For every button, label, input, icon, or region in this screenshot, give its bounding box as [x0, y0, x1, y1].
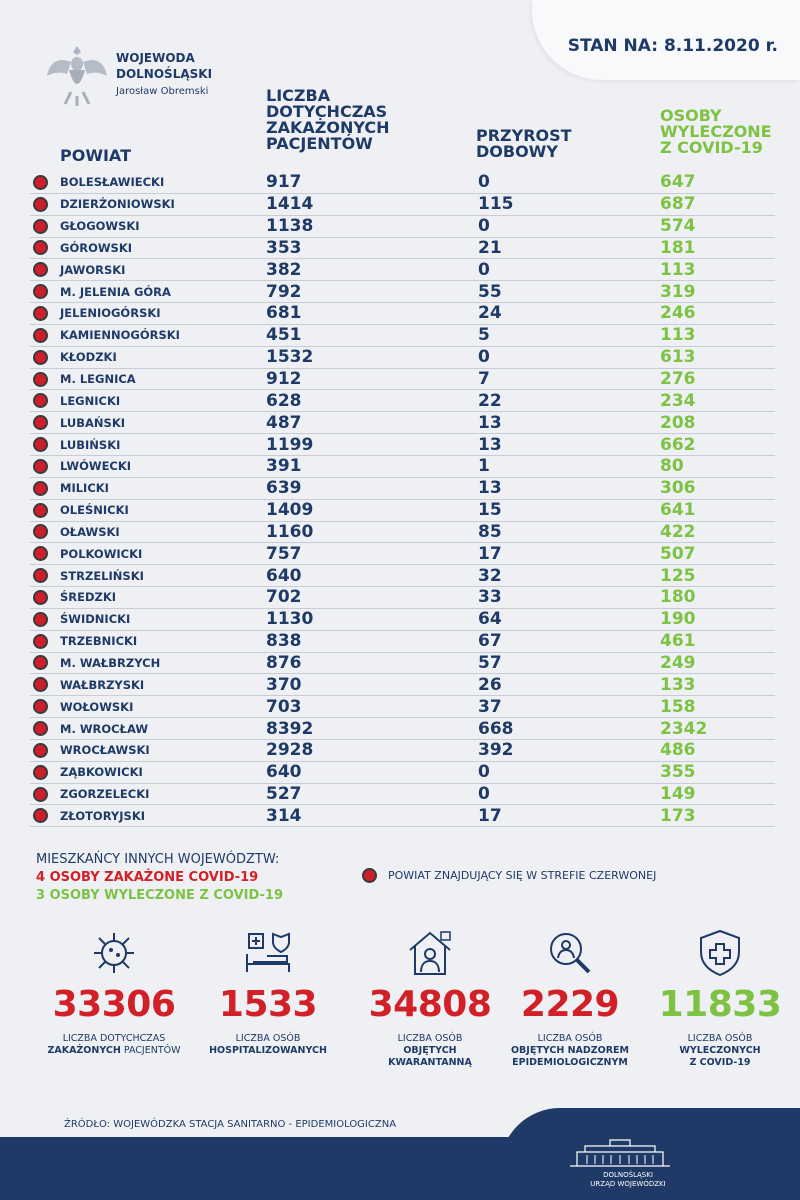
total-infected: 876: [266, 652, 302, 673]
daily-increase: 85: [478, 521, 502, 542]
stat-value: 2229: [520, 984, 620, 1025]
total-infected: 1199: [266, 434, 314, 455]
total-infected: 391: [266, 456, 302, 477]
red-zone-dot-icon: [33, 415, 48, 430]
total-infected: 353: [266, 237, 302, 258]
table-row: [30, 412, 775, 434]
district-name: GÓROWSKI: [60, 240, 133, 255]
daily-increase: 13: [478, 478, 502, 499]
total-infected: 1160: [266, 521, 314, 542]
stat-value: 34808: [368, 984, 492, 1025]
total-infected: 382: [266, 259, 302, 280]
total-infected: 451: [266, 325, 302, 346]
daily-increase: 0: [478, 172, 490, 193]
table-row: [30, 674, 775, 696]
district-name: M. WAŁBRZYCH: [60, 655, 161, 670]
district-name: WAŁBRZYSKI: [60, 677, 145, 692]
daily-increase: 55: [478, 281, 502, 302]
quarantine-home-icon: [405, 928, 455, 978]
red-zone-dot-icon: [33, 546, 48, 561]
date-label: STAN NA: 8.11.2020 r.: [567, 36, 778, 56]
total-infected: 838: [266, 631, 302, 652]
eagle-emblem-icon: [45, 42, 109, 108]
daily-increase: 7: [478, 369, 490, 390]
column-header-total: LICZBA DOTYCHCZAS ZAKAŻONYCH PACJENTÓW: [266, 86, 390, 153]
daily-increase: 33: [478, 587, 502, 608]
recovered: 647: [660, 172, 696, 193]
table-row: [30, 631, 775, 653]
recovered: 234: [660, 390, 696, 411]
district-name: DZIERŻONIOWSKI: [60, 197, 175, 212]
table-row: [30, 522, 775, 544]
table-row: [30, 347, 775, 369]
red-zone-dot-icon: [33, 590, 48, 605]
table-row: [30, 456, 775, 478]
daily-increase: 22: [478, 390, 502, 411]
district-table: [30, 172, 775, 827]
red-zone-dot-icon: [33, 699, 48, 714]
recovered: 319: [660, 281, 696, 302]
district-name: JELENIOGÓRSKI: [60, 306, 161, 321]
table-row: [30, 369, 775, 391]
recovered: 125: [660, 565, 696, 586]
red-zone-dot-icon: [33, 721, 48, 736]
total-infected: 628: [266, 390, 302, 411]
recovered: 113: [660, 325, 696, 346]
recovered: 173: [660, 805, 696, 826]
total-infected: 8392: [266, 718, 314, 739]
total-infected: 917: [266, 172, 302, 193]
table-row: [30, 216, 775, 238]
recovered: 422: [660, 521, 696, 542]
daily-increase: 32: [478, 565, 502, 586]
recovered: 180: [660, 587, 696, 608]
district-name: WOŁOWSKI: [60, 699, 134, 714]
daily-increase: 5: [478, 325, 490, 346]
red-zone-dot-icon: [33, 372, 48, 387]
district-name: LUBIŃSKI: [60, 437, 121, 452]
district-name: M. LEGNICA: [60, 372, 136, 387]
red-zone-dot-icon: [33, 459, 48, 474]
total-infected: 681: [266, 303, 302, 324]
total-infected: 1130: [266, 609, 314, 630]
red-zone-dot-icon: [33, 655, 48, 670]
recovered: 687: [660, 194, 696, 215]
red-zone-dot-icon: [33, 568, 48, 583]
recovered: 276: [660, 369, 696, 390]
table-row: [30, 303, 775, 325]
office-name: DOLNOŚLĄSKI URZĄD WOJEWÓDZKI: [590, 1171, 666, 1188]
recovered: 574: [660, 216, 696, 237]
red-zone-dot-icon: [33, 787, 48, 802]
daily-increase: 57: [478, 652, 502, 673]
recovered: 507: [660, 543, 696, 564]
magnifier-person-icon: [545, 928, 595, 978]
red-zone-dot-icon: [33, 634, 48, 649]
table-row: [30, 259, 775, 281]
district-name: ZŁOTORYJSKI: [60, 808, 146, 823]
daily-increase: 0: [478, 216, 490, 237]
district-name: M. WROCŁAW: [60, 721, 149, 736]
daily-increase: 0: [478, 784, 490, 805]
daily-increase: 17: [478, 805, 502, 826]
table-row: [30, 434, 775, 456]
total-infected: 703: [266, 696, 302, 717]
red-zone-dot-icon: [33, 503, 48, 518]
daily-increase: 21: [478, 237, 502, 258]
recovered: 133: [660, 674, 696, 695]
red-zone-dot-icon: [33, 219, 48, 234]
recovered: 2342: [660, 718, 708, 739]
table-row: [30, 565, 775, 587]
red-zone-dot-icon: [33, 284, 48, 299]
red-zone-dot-icon: [33, 481, 48, 496]
district-name: TRZEBNICKI: [60, 634, 138, 649]
district-name: ŚREDZKI: [60, 590, 117, 605]
recovered: 306: [660, 478, 696, 499]
daily-increase: 67: [478, 631, 502, 652]
column-header-powiat: POWIAT: [60, 146, 131, 165]
total-infected: 757: [266, 543, 302, 564]
daily-increase: 15: [478, 500, 502, 521]
table-row: [30, 653, 775, 675]
red-zone-dot-icon: [33, 437, 48, 452]
daily-increase: 1: [478, 456, 490, 477]
legend-text: POWIAT ZNAJDUJĄCY SIĘ W STREFIE CZERWONEJ: [388, 869, 657, 882]
total-infected: 2928: [266, 740, 314, 761]
red-zone-dot-icon: [33, 612, 48, 627]
stat-total-infected: 33306 LICZBA DOTYCHCZAS ZAKAŻONYCH PACJENTÓW: [34, 928, 194, 1057]
total-infected: 640: [266, 762, 302, 783]
source-note: ŹRÓDŁO: WOJEWÓDZKA STACJA SANITARNO - EPIDEMIOLOGICZNA: [64, 1119, 397, 1130]
total-infected: 1414: [266, 194, 314, 215]
other-regions-title: MIESZKAŃCY INNYCH WOJEWÓDZTW:: [36, 852, 280, 867]
org-name: WOJEWODA DOLNOŚLĄSKI: [116, 51, 213, 81]
recovered: 113: [660, 259, 696, 280]
red-zone-dot-icon: [33, 743, 48, 758]
red-zone-dot-icon: [33, 677, 48, 692]
total-infected: 639: [266, 478, 302, 499]
total-infected: 702: [266, 587, 302, 608]
daily-increase: 13: [478, 412, 502, 433]
recovered: 461: [660, 631, 696, 652]
table-row: [30, 740, 775, 762]
daily-increase: 392: [478, 740, 514, 761]
daily-increase: 17: [478, 543, 502, 564]
district-name: ZĄBKOWICKI: [60, 765, 143, 780]
total-infected: 370: [266, 674, 302, 695]
district-name: ZGORZELECKI: [60, 787, 150, 802]
recovered: 158: [660, 696, 696, 717]
daily-increase: 0: [478, 762, 490, 783]
red-zone-dot-icon: [362, 868, 377, 883]
stat-value: 11833: [658, 984, 782, 1025]
stat-hospitalized: 1533 LICZBA OSÓB HOSPITALIZOWANYCH: [188, 928, 348, 1057]
table-row: [30, 784, 775, 806]
daily-increase: 668: [478, 718, 514, 739]
table-row: [30, 390, 775, 412]
recovered: 641: [660, 500, 696, 521]
red-zone-dot-icon: [33, 393, 48, 408]
red-zone-dot-icon: [33, 808, 48, 823]
recovered: 149: [660, 784, 696, 805]
table-row: [30, 696, 775, 718]
column-header-recovered: OSOBY WYLECZONE Z COVID-19: [660, 106, 772, 157]
other-regions-infected: 4 OSOBY ZAKAŻONE COVID-19: [36, 870, 259, 885]
district-name: POLKOWICKI: [60, 546, 143, 561]
table-row: [30, 805, 775, 827]
district-name: JAWORSKI: [60, 262, 126, 277]
shield-cross-icon: [695, 928, 745, 978]
person-name: Jarosław Obremski: [116, 86, 209, 97]
table-row: [30, 238, 775, 260]
district-name: STRZELIŃSKI: [60, 568, 144, 583]
district-name: MILICKI: [60, 481, 109, 496]
district-name: M. JELENIA GÓRA: [60, 284, 171, 299]
red-zone-dot-icon: [33, 262, 48, 277]
stat-quarantine: 34808 LICZBA OSÓB OBJĘTYCH KWARANTANNĄ: [350, 928, 510, 1069]
table-row: [30, 281, 775, 303]
table-row: [30, 587, 775, 609]
table-row: [30, 478, 775, 500]
red-zone-dot-icon: [33, 350, 48, 365]
daily-increase: 0: [478, 347, 490, 368]
recovered: 249: [660, 652, 696, 673]
total-infected: 314: [266, 805, 302, 826]
red-zone-dot-icon: [33, 328, 48, 343]
table-row: [30, 500, 775, 522]
total-infected: 912: [266, 369, 302, 390]
district-name: LWÓWECKI: [60, 459, 132, 474]
table-row: [30, 325, 775, 347]
district-name: BOLESŁAWIECKI: [60, 175, 165, 190]
daily-increase: 0: [478, 259, 490, 280]
red-zone-dot-icon: [33, 524, 48, 539]
recovered: 662: [660, 434, 696, 455]
other-regions-recovered: 3 OSOBY WYLECZONE Z COVID-19: [36, 888, 284, 903]
total-infected: 487: [266, 412, 302, 433]
recovered: 181: [660, 237, 696, 258]
red-zone-dot-icon: [33, 240, 48, 255]
total-infected: 1409: [266, 500, 314, 521]
total-infected: 1532: [266, 347, 314, 368]
daily-increase: 37: [478, 696, 502, 717]
daily-increase: 26: [478, 674, 502, 695]
red-zone-dot-icon: [33, 197, 48, 212]
table-row: [30, 762, 775, 784]
red-zone-dot-icon: [33, 175, 48, 190]
district-name: ŚWIDNICKI: [60, 612, 131, 627]
total-infected: 792: [266, 281, 302, 302]
total-infected: 1138: [266, 216, 314, 237]
stat-epidemiological-supervision: 2229 LICZBA OSÓB OBJĘTYCH NADZOREM EPIDEMIOLOGICZNYM: [490, 928, 650, 1069]
table-row: [30, 194, 775, 216]
hospital-bed-icon: [243, 928, 293, 978]
office-building-logo-icon: [565, 1136, 675, 1168]
district-name: WROCŁAWSKI: [60, 743, 150, 758]
red-zone-dot-icon: [33, 765, 48, 780]
stat-value: 1533: [218, 984, 318, 1025]
recovered: 190: [660, 609, 696, 630]
daily-increase: 115: [478, 194, 514, 215]
virus-icon: [89, 928, 139, 978]
recovered: 246: [660, 303, 696, 324]
district-name: OŁAWSKI: [60, 524, 120, 539]
table-row: [30, 718, 775, 740]
total-infected: 527: [266, 784, 302, 805]
column-header-increase: PRZYROST DOBOWY: [476, 126, 572, 161]
recovered: 80: [660, 456, 684, 477]
district-name: KAMIENNOGÓRSKI: [60, 328, 180, 343]
daily-increase: 24: [478, 303, 502, 324]
district-name: LEGNICKI: [60, 393, 121, 408]
district-name: KŁODZKI: [60, 350, 117, 365]
recovered: 613: [660, 347, 696, 368]
district-name: GŁOGOWSKI: [60, 219, 140, 234]
stat-value: 33306: [52, 984, 176, 1025]
stat-recovered: 11833 LICZBA OSÓB WYLECZONYCH Z COVID-19: [640, 928, 800, 1069]
district-name: OLEŚNICKI: [60, 503, 129, 518]
daily-increase: 64: [478, 609, 502, 630]
recovered: 208: [660, 412, 696, 433]
table-row: [30, 609, 775, 631]
recovered: 355: [660, 762, 696, 783]
red-zone-dot-icon: [33, 306, 48, 321]
table-row: [30, 172, 775, 194]
recovered: 486: [660, 740, 696, 761]
daily-increase: 13: [478, 434, 502, 455]
district-name: LUBAŃSKI: [60, 415, 126, 430]
table-row: [30, 543, 775, 565]
total-infected: 640: [266, 565, 302, 586]
